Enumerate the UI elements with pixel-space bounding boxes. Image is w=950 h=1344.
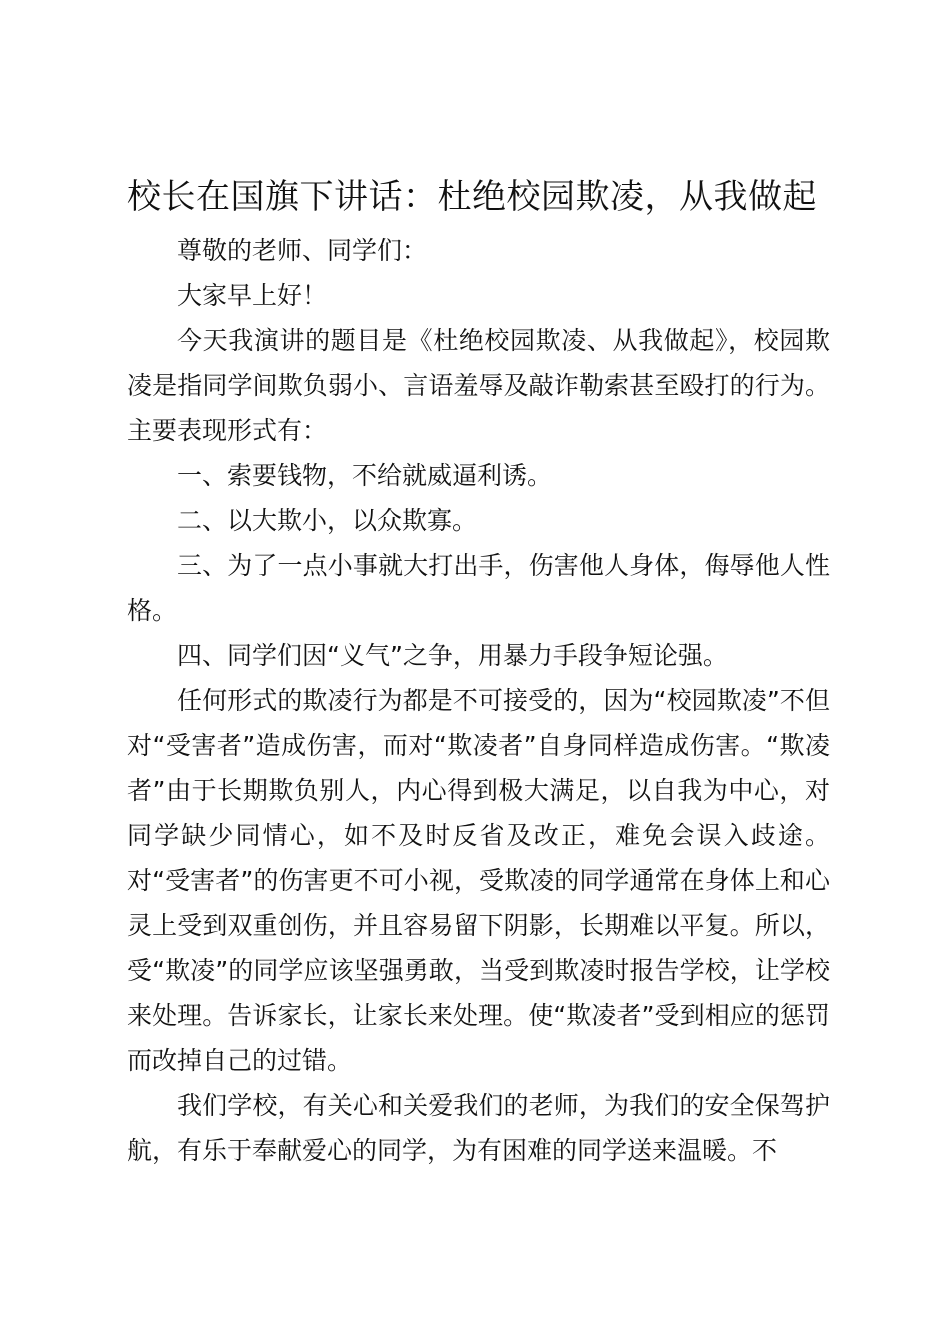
document-title: 校长在国旗下讲话：杜绝校园欺凌，从我做起 (127, 177, 817, 217)
document-body (127, 170, 830, 1173)
salutation: 尊敬的老师、同学们： (177, 236, 428, 265)
list-item-2: 二、以大欺小，以众欺寡。 (177, 506, 478, 535)
list-item-3: 三、为了一点小事就大打出手，伤害他人身体，侮辱他人性格。 (127, 551, 830, 625)
paragraph-harm: 任何形式的欺凌行为都是不可接受的，因为“校园欺凌”不但对“受害者”造成伤害，而对“欺凌者”自身同样造成伤害。“欺凌者”由于长期欺负别人，内心得到极大满足，以自我为中心，对同学缺少同情心，如不及时反省及改正，难免会误入歧途。对“受害者”的伤害更不可小视，受欺凌的同学通常在身体上和心灵上受到双重创伤，并且容易留下阴影，长期难以平复。所以，受“欺凌”的同学应该坚强勇敢，当受到欺凌时报告学校，让学校来处理。告诉家长，让家长来处理。使“欺凌者”受到相应的惩罚而改掉自己的过错。 (127, 686, 830, 1075)
greeting: 大家早上好！ (177, 281, 328, 310)
paragraph-school: 我们学校，有关心和关爱我们的老师，为我们的安全保驾护航，有乐于奉献爱心的同学，为有困难的同学送来温暖。不 (127, 1091, 830, 1165)
list-item-4: 四、同学们因“义气”之争，用暴力手段争短论强。 (177, 641, 728, 670)
list-item-1: 一、索要钱物，不给就威逼利诱。 (177, 461, 553, 490)
paragraph-topic: 今天我演讲的题目是《杜绝校园欺凌、从我做起》，校园欺凌是指同学间欺负弱小、言语羞辱及敲诈勒索甚至殴打的行为。主要表现形式有： (127, 326, 830, 445)
